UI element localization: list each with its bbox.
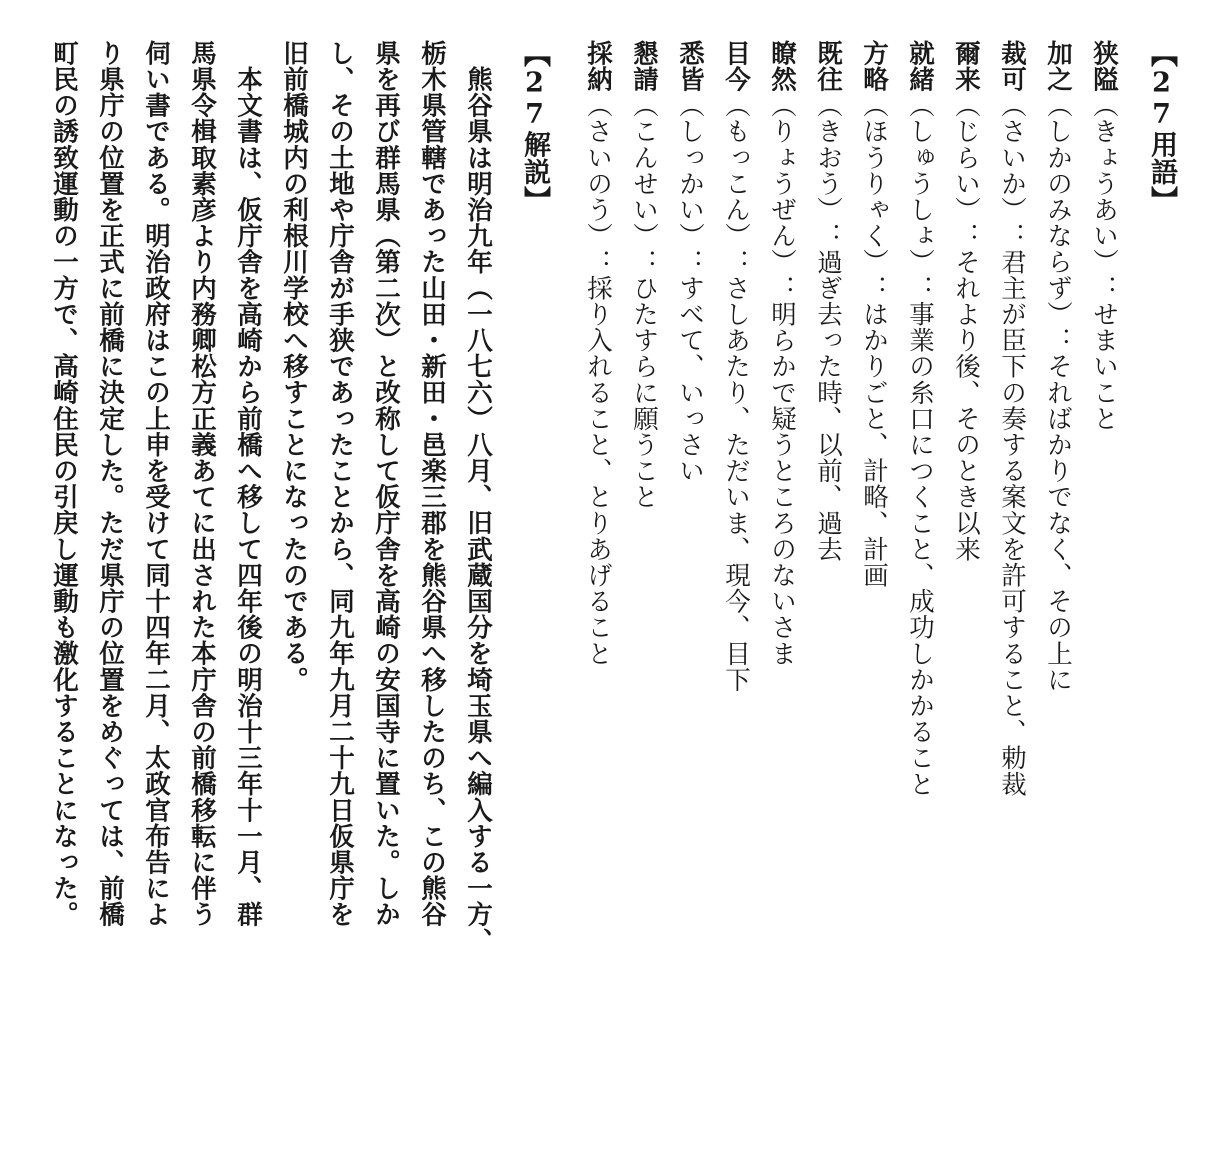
glossary-term: 狭隘 [1089,40,1119,93]
glossary-separator: ： [813,222,843,249]
glossary-meaning: ひたすらに願うこと [629,274,659,510]
commentary-line: 馬県令楫取素彦より内務卿松方正義あてに出された本庁舎の前橋移転に伴う [187,40,217,928]
glossary-reading: （きおう） [813,92,843,223]
glossary-heading: 【27用語】 [1146,40,1177,214]
glossary-entry [943,40,989,562]
glossary-term: 就緒 [905,40,935,93]
glossary-meaning: はかりごと、計略、計画 [859,301,889,589]
glossary-term: 目今 [721,40,751,93]
glossary-separator: ： [629,248,659,275]
glossary-entry [1081,40,1127,432]
commentary-heading: 【27解説】 [519,40,550,214]
glossary-meaning: すべて、いっさい [675,274,705,484]
glossary-term: 爾来 [951,40,981,93]
glossary-reading: （しっかい） [675,92,705,249]
glossary-entry [713,40,759,693]
glossary-meaning: 君主が臣下の奏する案文を許可すること、勅裁 [997,248,1027,797]
commentary-line: り県庁の位置を正式に前橋に決定した。ただ県庁の位置をめぐっては、前橋 [95,40,125,928]
commentary-line: 本文書は、仮庁舎を高崎から前橋へ移して四年後の明治十三年十一月、群 [233,40,263,928]
glossary-separator: ： [767,274,797,302]
glossary-reading: （さいのう） [583,92,613,249]
glossary-meaning: さしあたり、ただいま、現今、目下 [721,274,751,693]
glossary-entry [805,40,851,562]
glossary-meaning: そればかりでなく、その上に [1043,353,1073,693]
glossary-entry [897,40,943,797]
glossary-meaning: 明らかで疑うところのないさま [767,301,797,667]
commentary-line: 栃木県管轄であった山田・新田・邑楽三郡を熊谷県へ移したのち、この熊谷 [417,40,447,928]
glossary-entry [575,40,621,666]
glossary-term: 懇請 [629,40,659,93]
glossary-term: 裁可 [997,40,1027,93]
commentary-line: 旧前橋城内の利根川学校へ移すことになったのである。 [279,40,309,693]
glossary-separator: ： [905,274,935,302]
glossary-separator: ： [997,222,1027,249]
glossary-meaning: 採り入れること、とりあげること [583,274,613,667]
glossary-reading: （こんせい） [629,92,659,249]
glossary-reading: （ほうりゃく） [859,92,889,275]
glossary-separator: ： [951,222,981,249]
glossary-term: 悉皆 [675,40,705,93]
glossary-separator: ： [675,248,705,275]
glossary-term: 瞭然 [767,40,797,93]
glossary-term: 加之 [1043,40,1073,93]
glossary-entry [667,40,713,484]
glossary-entry [1035,40,1081,693]
glossary-reading: （もっこん） [721,92,751,249]
glossary-separator: ： [721,248,751,275]
glossary-meaning: 事業の糸口につくこと、成功しかかること [905,301,935,797]
commentary-line: 伺い書である。明治政府はこの上申を受けて同十四年二月、太政官布告によ [141,40,171,928]
glossary-entry [759,40,805,666]
glossary-separator: ： [1043,327,1073,354]
glossary-entry [621,40,667,510]
glossary-reading: （しゅうしょ） [905,92,935,275]
glossary-separator: ： [859,274,889,302]
glossary-term: 方略 [859,40,889,93]
glossary-meaning: 過ぎ去った時、以前、過去 [813,248,843,563]
glossary-reading: （じらい） [951,92,981,223]
commentary-line: 県を再び群馬県（第二次）と改称して仮庁舎を高崎の安国寺に置いた。しか [371,40,401,928]
glossary-meaning: せまいこと [1089,301,1119,432]
glossary-reading: （きょうあい） [1089,92,1119,275]
glossary-entry [851,40,897,588]
glossary-entry [989,40,1035,797]
glossary-reading: （しかのみならず） [1043,92,1073,328]
glossary-term: 既往 [813,40,843,93]
glossary-separator: ： [583,248,613,275]
commentary-line: し、その土地や庁舎が手狭であったことから、同九年九月二十九日仮県庁を [325,40,355,928]
commentary-line: 熊谷県は明治九年（一八七六）八月、旧武蔵国分を埼玉県へ編入する一方、 [463,40,493,954]
glossary-reading: （りょうぜん） [767,92,797,275]
glossary-term: 採納 [583,40,613,93]
glossary-separator: ： [1089,274,1119,302]
glossary-meaning: それより後、そのとき以来 [951,248,981,563]
commentary-line: 町民の誘致運動の一方で、高崎住民の引戻し運動も激化することになった。 [49,40,79,928]
glossary-reading: （さいか） [997,92,1027,223]
